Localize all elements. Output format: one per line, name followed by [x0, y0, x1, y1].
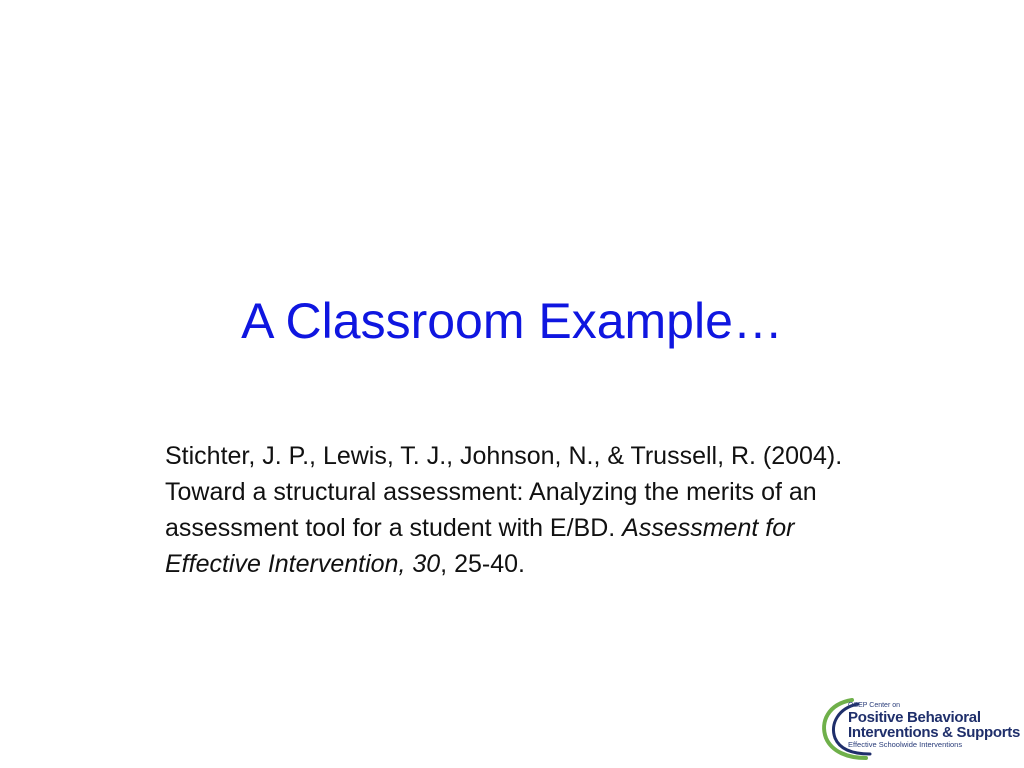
logo-line-2: Interventions & Supports [848, 724, 1020, 741]
citation-text: Stichter, J. P., Lewis, T. J., Johnson, N., & Trussell, R. (2004). Toward a structural assessment: Analyzing the merits of an assessment tool for a student with E/BD. [165, 442, 843, 542]
citation-journal: Assessment for Effective Intervention, 30 [165, 514, 795, 578]
citation-paragraph [165, 438, 855, 582]
pbis-logo [818, 696, 1024, 760]
logo-small-line: OSEP Center on [848, 702, 901, 709]
logo-line-1: Positive Behavioral [848, 709, 981, 726]
logo-tagline: Effective Schoolwide Interventions [848, 740, 963, 749]
slide-title: A Classroom Example… [241, 293, 783, 349]
citation-pages: , 25-40. [440, 550, 525, 578]
pbis-logo-text [848, 702, 1024, 749]
